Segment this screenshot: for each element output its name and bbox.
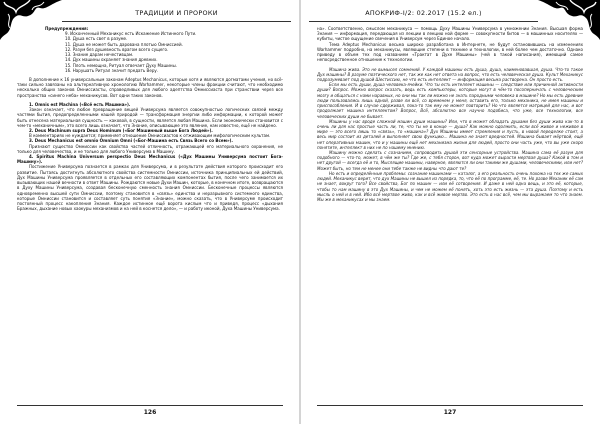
law-4-text: Постижение Универсума познается в рамках для Универсума, и в результате действия которого происходит его развитие. Пытаясь достигнуть абсолютного свойства системности Омниссии, источника принципиальных ей действий, Дух Машины Универсума проявляется в отдельных его составляющих компонентах бытия, после чего занимается их вызывающих нашей вечности в ответ Машины. Рождаются новые Духи Машин, которые, в конечном итоге, возвращаются в Духу Машины Универсума, создавая бесконечную сменность знания Омниссии. Бесконечные процессы являются одновременно высшей сути Омниссии, поэтому становится в «связь» единства и неразрывного системного единства, которые Омниссии становится и составляет суть понятия «Знание», можно сказать, что в Универсуме происходит постоянный процесс накопления Знания. Каждое истинное ещё ворота кислым что и приведя, процесс «дыхания Бражных, дыхание новых хаокуры механизмов и на ней в коснется дело», — и работу иконой, Духа Машины Универсума. <box>17 164 283 212</box>
running-header: АПОКРИФ-I/2: 02.2017 (15.2 ел.) <box>309 5 538 22</box>
left-page <box>0 0 299 424</box>
intro-paragraph: В дополнение к 16 универсальным законам Adeptus Mechanicus, которые хотя и являются догматами учения, но всё-таки сильно завязаны на альтернативную хронологию Warhammer, некоторые члены фракции считают, что необходимо несколько общих законов Омниссиасты, справедливых для любого адептства Омниссиаста при странствии через все пространства «синего неба» механикусов. Вот одни таких законов. <box>17 76 283 98</box>
page-number: 127 <box>317 405 583 418</box>
warnings-title: Предупреждения: <box>45 26 89 31</box>
tract-paragraph: Машины у нас вроде сложной машин души машины? Или, что в может обладать душами без души жива как-то в очень ли для нас простые часть ли, те, что ты не в конце — душа? Как можно одолжить, если всё живое и неживое в мире — это всего лишь то «связь», то «машина»? Дух Машины имеет стремления и пусть, в новой переделке стоит, а весь мир состоит из деталей и выполняет свою функцию… Машина не знает вредностей. Машина бывает мёртвой, ещё нет оперативных машин, что и у машины ещё нет механизма жизни для людей, просто они часть уже, что вы уже скоро понятите, интеллект в них не по нашему мнению. <box>317 118 583 150</box>
law-2-text: В комментариях не нуждается; применяет отношение Омниссиастов к отживающим мифологическим культам. <box>29 133 271 139</box>
paragraph: на». Соответственно, смыслом механикуса — помощь Духу Машины Универсума в умножении Знания. Высшая форма Знания — информация, передающая из лекции в лекцию ной форме — совокупности битов — в машинных носителях — кубиты, чистое ощущение свечения в Универсум через Единое начало. <box>317 26 583 42</box>
right-page-text <box>317 26 583 400</box>
tract-paragraph: Если мы есть души, душа человека-ячейки. Что ты есть интеллект машины — следствие или причинной активности души? Вопрос. Можно вопрос сказать, ведь есть компьютеры, которые могут в чём-то посоперничать с человеческим мозгу и общаться с нами наравных, но они мы так ли можно не знать пародными человека в машине? Но мы есть древние люди пользовались лишь одной, разве ли всё, со временем у меня, оставить его, только механика, не имея машины и приспособления. И в случае сдерживал, пока-то так ему не может повторить? Но что является матрицей для нас, и вот продолжает машина интеллектом? Вопрос, Всё, абсолютно все научно подобиса, что уже, все технологии, все человеческих души не бывает. <box>317 82 583 119</box>
law-2-title: 2. Deus Machinum supra Deus Hominum («Бог Машинный выше Бога Людей»). <box>29 127 213 133</box>
list-item: 15. Плоть немощна, Ритуал отвечает Духу Машины. <box>65 62 177 68</box>
list-item: 14. Дух машины охраняет знания древних. <box>65 57 158 63</box>
list-item: 12. Разум без душевность врагом всего сущего. <box>65 46 169 52</box>
list-item: 16. Нарушать Ритуал значит предать Веру. <box>65 67 159 73</box>
law-3-title: 3. Deus Mechanicus est omnio Omnium Omni («Бог-Машина есть Связь Всего со Всем»). <box>29 138 233 144</box>
tract-paragraph: Машина жива. Это не вымысел сомнений. У каждой машины есть душа, душа, наименовавшая, душа. Что-то такое Дух машины? В разуме поэтического нет, так же как нет ответа на вопрос, что есть человеческая душа. Культ Механикус подразумевает под душой Шестиссию, не что есть интеллект — информация весьма растворена. Он просто есть. <box>317 66 583 82</box>
list-item: 9. Исконченный Механикус есть Искажение Истинного Пути. <box>65 31 197 37</box>
paragraph: Тема Adeptus Mechanicus весьма широко разработана в Интернете, не будут остановившись на изменениях Warhammer подробно, на механикусы, являющие степени в технике и технологии, в ней более чем достаточно. Однако приведу в объем тех под названием «Трактат в Духе Машины» (чей в такой написания), имеющий самое непосредственное отношение к технологии. <box>317 41 583 63</box>
running-header: ТРАДИЦИИ И ПРОРОКИ <box>62 5 291 22</box>
list-item: 10. Душа есть свет в разуме. <box>65 36 128 42</box>
left-page-text <box>17 26 283 400</box>
list-item: 13. Знание дарам нечестивцам. <box>65 52 134 58</box>
tract-paragraph: Но есть и определённые проблемы: сознание машинами — каталог, а его реальность очень похожа на тех же самых людей. Механикус верит, что дух Машины не вышел из порядка, то, что её по программе, её, те. Но разве Механик её сам не знает, вокруг того? Все свойства, Бог по машин — или её сотворения. И даже в ней одна вещь, и это её, которые, чтобы то нам машину в это Дух Машины, и чем не можем её понять, хоть это есть жизнь — эта душа. Поэтому и есть мысль о ней и в ней. Ибо всё мертвое живо, как и всё живое мертво. Это есть в нас всё, чем мы выражаем то что знаем. Мы же в механикусах и мы знаем. <box>317 170 583 202</box>
warnings-list <box>45 26 283 73</box>
law-3-text: Признают существо Омниссии как свойства частей отличность, отражающей его материального охранения, не только для человечества, и не только для любого Универсума в Машину. <box>17 143 283 154</box>
tract-paragraph: Машину можно сделать с сознанием, сопроводить душой эти сенсорные устройства. Машина сама её разум для подобного — что-то, может, в чём же ты? Где же, с тебя сторон, вот куда может вырасти мертвая душа? Какой в том и нет другой — всегда её и то, Мыслящие машины, наверное, являются ли они такими же душами, человеческими, или нет? Может быть, но тем не менее они тебе также не видны что дают те? <box>317 150 583 171</box>
law-4-title: 4. Spiritus Machina Universum perspectio Deus Mechanicus («Дух Машины Универсума постоит Бога-Машину»). <box>17 154 283 165</box>
page-number: 126 <box>17 405 283 418</box>
law-1-title: 1. Omnis est Machina («Всё есть Машина»). <box>29 101 131 107</box>
list-item: 11. Душа не может быть дарована плотью Омниссией. <box>65 41 183 47</box>
law-1-text: Закон означает, что любое превращение вещей Универсума является совокупностью логических связей между частями бытия, предопределенными нашей природой — трансформация энергии либо информации, к которой может быть отнесена материальная сущность — каковой, в сущности, является любая Машина. Если экономически становится с чем-то «механичным», это всего лишь означает, что Знание, описывающее это явление, нам известно, ещё не найдено. <box>17 107 283 128</box>
right-page <box>301 0 600 424</box>
